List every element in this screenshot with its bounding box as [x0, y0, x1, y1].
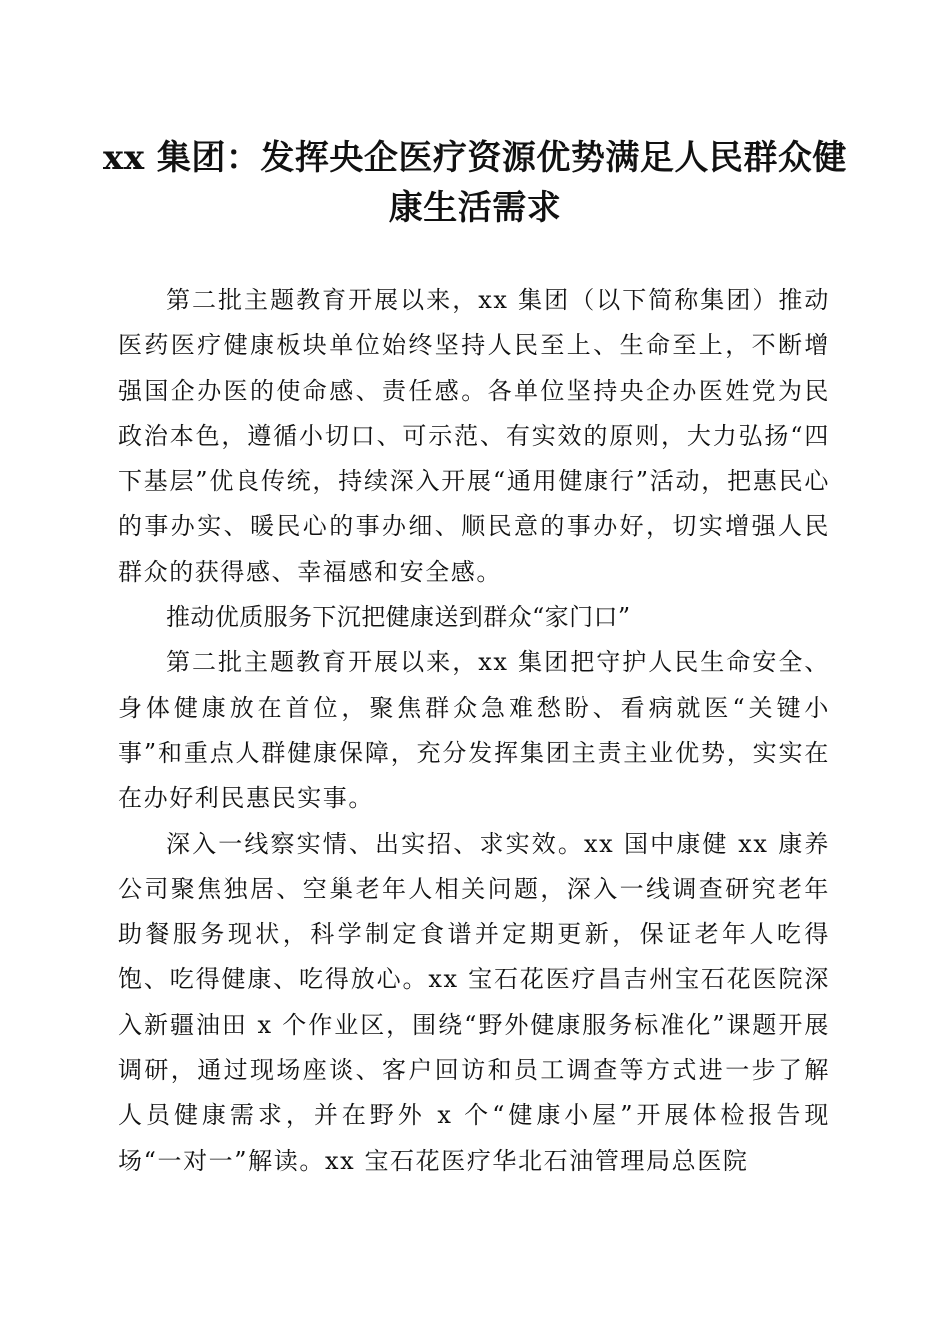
paragraph-section-intro: 第二批主题教育开展以来，xx 集团把守护人民生命安全、身体健康放在首位，聚焦群众急难愁盼、看病就医“关键小事”和重点人群健康保障，充分发挥集团主责主业优势，实实在在办好利民惠民实事。 — [118, 648, 830, 813]
document-body — [118, 278, 830, 1184]
section-heading: 推动优质服务下沉把健康送到群众“家门口” — [166, 603, 631, 632]
document-title: xx 集团：发挥央企医疗资源优势满足人民群众健康生活需求 — [103, 138, 847, 228]
paragraph-frontline: 深入一线察实情、出实招、求实效。xx 国中康健 xx 康养公司聚焦独居、空巢老年人相关问题，深入一线调查研究老年助餐服务现状，科学制定食谱并定期更新，保证老年人吃得饱、吃得健康、吃得放心。xx 宝石花医疗昌吉州宝石花医院深入新疆油田 x 个作业区，围绕“野外健康服务标准化”课题开展调研，通过现场座谈、客户回访和员工调查等方式进一步了解人员健康需求，并在野外 x 个“健康小屋”开展体检报告现场“一对一”解读。xx 宝石花医疗华北石油管理局总医院 — [118, 829, 830, 1175]
paragraph-intro: 第二批主题教育开展以来，xx 集团（以下简称集团）推动医药医疗健康板块单位始终坚持人民至上、生命至上，不断增强国企办医的使命感、责任感。各单位坚持央企办医姓党为民政治本色，遵循小切口、可示范、有实效的原则，大力弘扬“四下基层”优良传统，持续深入开展“通用健康行”活动，把惠民心的事办实、暖民心的事办细、顺民意的事办好，切实增强人民群众的获得感、幸福感和安全感。 — [118, 286, 830, 586]
